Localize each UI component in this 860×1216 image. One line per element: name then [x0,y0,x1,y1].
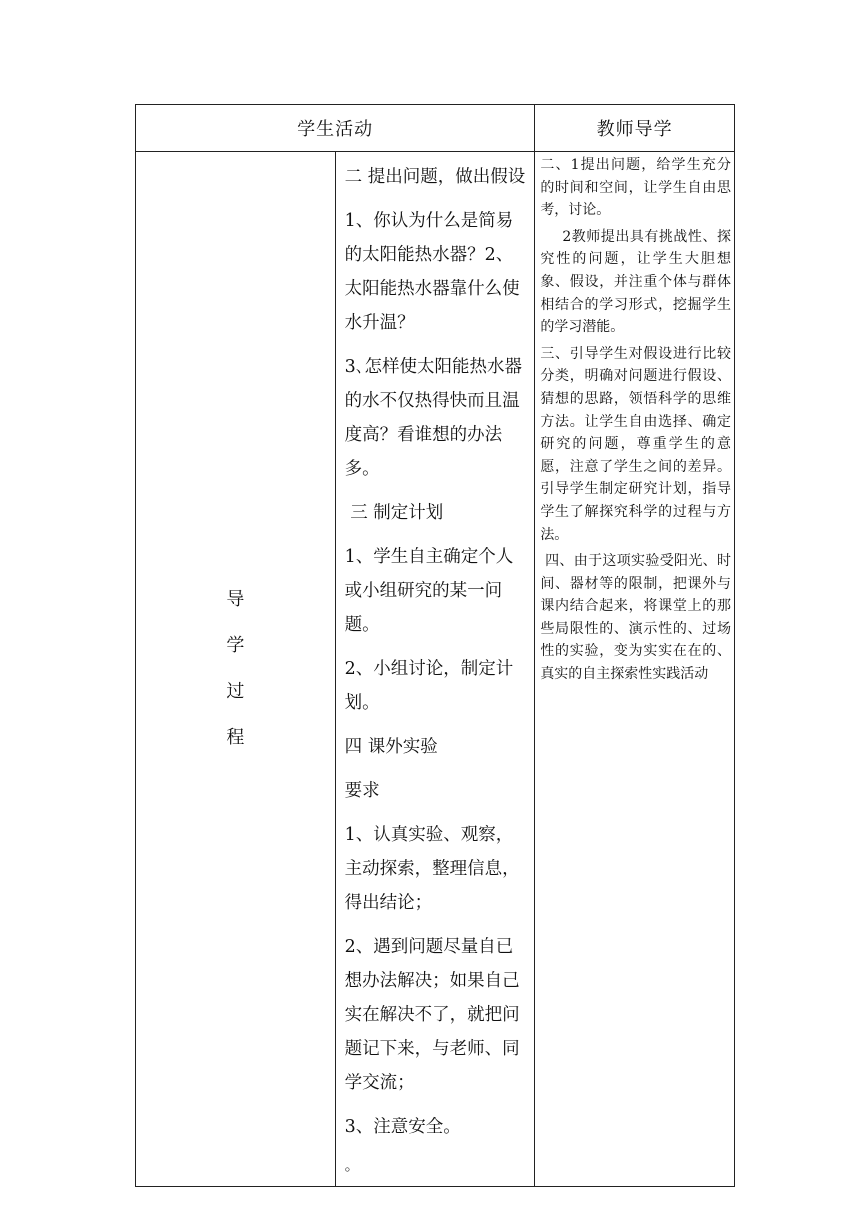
lesson-table [135,104,735,1187]
activity-paragraph: 2、小组讨论，制定计划。 [344,659,514,713]
section-heading: 二 提出问题，做出假设 [344,167,526,187]
requirements-label: 要求 [344,781,380,801]
section-heading: 四 课外实验 [344,737,438,757]
teacher-guide-cell [535,152,735,1187]
side-label-char: 导 [226,589,245,610]
student-activity-header: 学生活动 [136,105,535,152]
activity-paragraph: 1、你认为什么是简易的太阳能热水器？2、太阳能热水器靠什么使水升温？ [344,211,520,333]
activity-paragraph: 1、认真实验、观察，主动探索，整理信息，得出结论； [344,825,520,913]
guide-paragraph: 二、1提出问题，给学生充分的时间和空间，让学生自由思考，讨论。 [540,157,731,219]
section-heading: 三 制定计划 [344,503,444,523]
side-label-char: 程 [226,727,245,748]
header-row [136,105,735,152]
teacher-guide-header: 教师导学 [535,105,735,152]
trailing-mark: 。 [344,1156,360,1174]
activity-paragraph: 2、遇到问题尽量自已想办法解决；如果自己实在解决不了，就把问题记下来，与老师、同学交流； [344,937,520,1093]
student-activity-cell [335,152,535,1187]
guide-paragraph: 2教师提出具有挑战性、探究性的问题，让学生大胆想象、假设，并注重个体与群体相结合的学习形式，挖掘学生的学习潜能。 [540,228,731,336]
guide-paragraph: 四、由于这项实验受阳光、时间、器材等的限制，把课外与课内结合起来，将课堂上的那些局限性的、演示性的、过场性的实验，变为实实在在的、真实的自主探索性实践活动 [540,553,732,683]
side-label-char: 学 [226,635,245,656]
guide-paragraph: 三、引导学生对假设进行比较分类，明确对问题进行假设、猜想的思路，领悟科学的思维方法。让学生自由选择、确定研究的问题，尊重学生的意愿，注意了学生之间的差异。引导学生制定研究计划，指导学生了解探究科学的过程与方法。 [540,345,731,543]
side-label-char: 过 [226,681,245,702]
activity-paragraph: 3､怎样使太阳能热水器的水不仅热得快而且温度高？看谁想的办法多。 [344,357,523,479]
side-label-cell [136,152,336,1187]
activity-paragraph: 1、学生自主确定个人或小组研究的某一问题。 [344,547,514,635]
content-row [136,152,735,1187]
activity-paragraph: 3、注意安全。 [344,1117,461,1137]
